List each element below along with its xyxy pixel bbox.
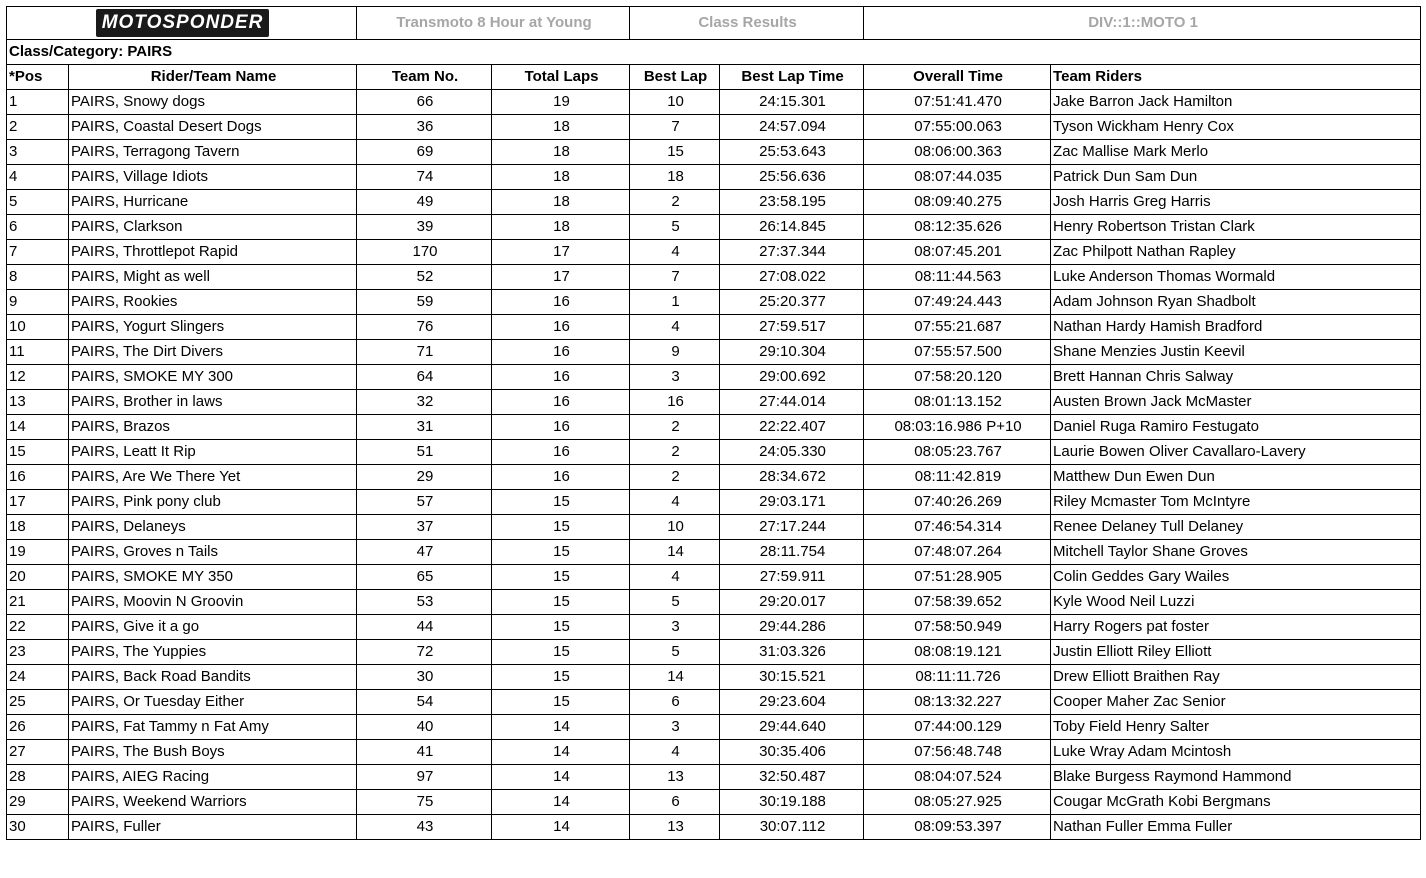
team-riders-cell: Brett Hannan Chris Salway [1051, 365, 1421, 390]
best-lap-time-cell: 27:37.344 [720, 240, 864, 265]
col-header-pos: *Pos [7, 65, 69, 90]
best-lap-cell: 16 [630, 390, 720, 415]
best-lap-time-cell: 25:53.643 [720, 140, 864, 165]
pos-cell: 9 [7, 290, 69, 315]
best-lap-cell: 14 [630, 540, 720, 565]
table-row [7, 190, 1421, 215]
pos-cell: 15 [7, 440, 69, 465]
event-title: Transmoto 8 Hour at Young [357, 7, 630, 40]
overall-time-cell: 07:56:48.748 [864, 740, 1051, 765]
team-no-cell: 36 [357, 115, 492, 140]
best-lap-cell: 14 [630, 665, 720, 690]
overall-time-cell: 08:13:32.227 [864, 690, 1051, 715]
team-name-cell: PAIRS, Back Road Bandits [69, 665, 357, 690]
team-name-cell: PAIRS, The Bush Boys [69, 740, 357, 765]
total-laps-cell: 14 [492, 765, 630, 790]
team-riders-cell: Colin Geddes Gary Wailes [1051, 565, 1421, 590]
best-lap-time-cell: 29:23.604 [720, 690, 864, 715]
team-riders-cell: Tyson Wickham Henry Cox [1051, 115, 1421, 140]
total-laps-cell: 18 [492, 165, 630, 190]
team-name-cell: PAIRS, Weekend Warriors [69, 790, 357, 815]
total-laps-cell: 14 [492, 740, 630, 765]
total-laps-cell: 16 [492, 465, 630, 490]
team-riders-cell: Riley Mcmaster Tom McIntyre [1051, 490, 1421, 515]
team-name-cell: PAIRS, Coastal Desert Dogs [69, 115, 357, 140]
total-laps-cell: 17 [492, 240, 630, 265]
table-row [7, 365, 1421, 390]
overall-time-cell: 08:05:23.767 [864, 440, 1051, 465]
team-no-cell: 44 [357, 615, 492, 640]
team-riders-cell: Shane Menzies Justin Keevil [1051, 340, 1421, 365]
team-riders-cell: Harry Rogers pat foster [1051, 615, 1421, 640]
overall-time-cell: 07:55:21.687 [864, 315, 1051, 340]
overall-time-cell: 08:11:44.563 [864, 265, 1051, 290]
best-lap-time-cell: 24:15.301 [720, 90, 864, 115]
overall-time-cell: 07:40:26.269 [864, 490, 1051, 515]
overall-time-cell: 07:51:28.905 [864, 565, 1051, 590]
overall-time-cell: 08:11:42.819 [864, 465, 1051, 490]
best-lap-cell: 10 [630, 90, 720, 115]
team-riders-cell: Adam Johnson Ryan Shadbolt [1051, 290, 1421, 315]
team-no-cell: 65 [357, 565, 492, 590]
total-laps-cell: 15 [492, 690, 630, 715]
best-lap-time-cell: 24:57.094 [720, 115, 864, 140]
pos-cell: 8 [7, 265, 69, 290]
pos-cell: 16 [7, 465, 69, 490]
team-name-cell: PAIRS, Rookies [69, 290, 357, 315]
team-name-cell: PAIRS, Groves n Tails [69, 540, 357, 565]
overall-time-cell: 08:06:00.363 [864, 140, 1051, 165]
team-name-cell: PAIRS, Terragong Tavern [69, 140, 357, 165]
total-laps-cell: 18 [492, 140, 630, 165]
team-no-cell: 32 [357, 390, 492, 415]
pos-cell: 1 [7, 90, 69, 115]
pos-cell: 19 [7, 540, 69, 565]
pos-cell: 23 [7, 640, 69, 665]
best-lap-cell: 3 [630, 715, 720, 740]
pos-cell: 20 [7, 565, 69, 590]
table-row [7, 740, 1421, 765]
best-lap-cell: 15 [630, 140, 720, 165]
team-name-cell: PAIRS, Village Idiots [69, 165, 357, 190]
team-riders-cell: Luke Anderson Thomas Wormald [1051, 265, 1421, 290]
total-laps-cell: 19 [492, 90, 630, 115]
team-no-cell: 69 [357, 140, 492, 165]
table-row [7, 665, 1421, 690]
overall-time-cell: 07:55:57.500 [864, 340, 1051, 365]
team-no-cell: 54 [357, 690, 492, 715]
team-riders-cell: Zac Philpott Nathan Rapley [1051, 240, 1421, 265]
team-no-cell: 39 [357, 215, 492, 240]
pos-cell: 7 [7, 240, 69, 265]
team-name-cell: PAIRS, Pink pony club [69, 490, 357, 515]
team-riders-cell: Kyle Wood Neil Luzzi [1051, 590, 1421, 615]
best-lap-cell: 4 [630, 240, 720, 265]
team-name-cell: PAIRS, Are We There Yet [69, 465, 357, 490]
best-lap-cell: 4 [630, 315, 720, 340]
best-lap-time-cell: 32:50.487 [720, 765, 864, 790]
team-riders-cell: Josh Harris Greg Harris [1051, 190, 1421, 215]
total-laps-cell: 16 [492, 340, 630, 365]
table-row [7, 90, 1421, 115]
pos-cell: 18 [7, 515, 69, 540]
team-name-cell: PAIRS, Hurricane [69, 190, 357, 215]
best-lap-cell: 7 [630, 265, 720, 290]
results-sheet [6, 6, 1420, 840]
team-no-cell: 97 [357, 765, 492, 790]
best-lap-cell: 5 [630, 640, 720, 665]
overall-time-cell: 07:46:54.314 [864, 515, 1051, 540]
team-riders-cell: Cougar McGrath Kobi Bergmans [1051, 790, 1421, 815]
pos-cell: 22 [7, 615, 69, 640]
pos-cell: 2 [7, 115, 69, 140]
overall-time-cell: 08:03:16.986 P+10 [864, 415, 1051, 440]
team-riders-cell: Jake Barron Jack Hamilton [1051, 90, 1421, 115]
team-name-cell: PAIRS, Brother in laws [69, 390, 357, 415]
best-lap-cell: 13 [630, 765, 720, 790]
team-riders-cell: Nathan Fuller Emma Fuller [1051, 815, 1421, 840]
table-row [7, 240, 1421, 265]
best-lap-time-cell: 27:59.517 [720, 315, 864, 340]
team-no-cell: 31 [357, 415, 492, 440]
table-row [7, 390, 1421, 415]
team-no-cell: 37 [357, 515, 492, 540]
best-lap-time-cell: 29:00.692 [720, 365, 864, 390]
team-name-cell: PAIRS, Might as well [69, 265, 357, 290]
team-no-cell: 29 [357, 465, 492, 490]
team-name-cell: PAIRS, Delaneys [69, 515, 357, 540]
total-laps-cell: 16 [492, 440, 630, 465]
pos-cell: 11 [7, 340, 69, 365]
pos-cell: 28 [7, 765, 69, 790]
team-riders-cell: Drew Elliott Braithen Ray [1051, 665, 1421, 690]
results-rows [7, 90, 1421, 840]
team-name-cell: PAIRS, The Yuppies [69, 640, 357, 665]
pos-cell: 26 [7, 715, 69, 740]
team-name-cell: PAIRS, Snowy dogs [69, 90, 357, 115]
overall-time-cell: 07:51:41.470 [864, 90, 1051, 115]
team-name-cell: PAIRS, Moovin N Groovin [69, 590, 357, 615]
table-row [7, 640, 1421, 665]
team-riders-cell: Henry Robertson Tristan Clark [1051, 215, 1421, 240]
table-row [7, 765, 1421, 790]
best-lap-cell: 9 [630, 340, 720, 365]
team-riders-cell: Austen Brown Jack McMaster [1051, 390, 1421, 415]
table-row [7, 265, 1421, 290]
best-lap-time-cell: 28:11.754 [720, 540, 864, 565]
table-row [7, 490, 1421, 515]
team-no-cell: 75 [357, 790, 492, 815]
table-row [7, 415, 1421, 440]
total-laps-cell: 17 [492, 265, 630, 290]
best-lap-cell: 2 [630, 415, 720, 440]
overall-time-cell: 07:55:00.063 [864, 115, 1051, 140]
total-laps-cell: 15 [492, 490, 630, 515]
team-riders-cell: Luke Wray Adam Mcintosh [1051, 740, 1421, 765]
total-laps-cell: 16 [492, 290, 630, 315]
team-riders-cell: Matthew Dun Ewen Dun [1051, 465, 1421, 490]
best-lap-cell: 6 [630, 690, 720, 715]
table-row [7, 815, 1421, 840]
report-title: Class Results [630, 7, 864, 40]
division-label: DIV::1::MOTO 1 [864, 7, 1421, 40]
table-row [7, 315, 1421, 340]
team-no-cell: 52 [357, 265, 492, 290]
table-row [7, 215, 1421, 240]
pos-cell: 21 [7, 590, 69, 615]
best-lap-cell: 6 [630, 790, 720, 815]
total-laps-cell: 15 [492, 540, 630, 565]
column-header-row [7, 65, 1421, 90]
team-no-cell: 74 [357, 165, 492, 190]
team-riders-cell: Renee Delaney Tull Delaney [1051, 515, 1421, 540]
total-laps-cell: 14 [492, 790, 630, 815]
overall-time-cell: 08:05:27.925 [864, 790, 1051, 815]
overall-time-cell: 08:04:07.524 [864, 765, 1051, 790]
overall-time-cell: 08:12:35.626 [864, 215, 1051, 240]
best-lap-time-cell: 28:34.672 [720, 465, 864, 490]
team-riders-cell: Laurie Bowen Oliver Cavallaro-Lavery [1051, 440, 1421, 465]
total-laps-cell: 16 [492, 365, 630, 390]
total-laps-cell: 16 [492, 315, 630, 340]
best-lap-time-cell: 29:44.286 [720, 615, 864, 640]
best-lap-cell: 2 [630, 440, 720, 465]
col-header-team-riders: Team Riders [1051, 65, 1421, 90]
pos-cell: 25 [7, 690, 69, 715]
team-riders-cell: Mitchell Taylor Shane Groves [1051, 540, 1421, 565]
best-lap-time-cell: 25:56.636 [720, 165, 864, 190]
best-lap-time-cell: 29:10.304 [720, 340, 864, 365]
col-header-best-lap: Best Lap [630, 65, 720, 90]
total-laps-cell: 18 [492, 115, 630, 140]
best-lap-time-cell: 30:19.188 [720, 790, 864, 815]
overall-time-cell: 08:08:19.121 [864, 640, 1051, 665]
team-no-cell: 40 [357, 715, 492, 740]
best-lap-time-cell: 27:44.014 [720, 390, 864, 415]
team-name-cell: PAIRS, Fat Tammy n Fat Amy [69, 715, 357, 740]
best-lap-time-cell: 29:44.640 [720, 715, 864, 740]
team-riders-cell: Cooper Maher Zac Senior [1051, 690, 1421, 715]
table-row [7, 440, 1421, 465]
total-laps-cell: 15 [492, 590, 630, 615]
best-lap-cell: 4 [630, 740, 720, 765]
team-name-cell: PAIRS, AIEG Racing [69, 765, 357, 790]
team-no-cell: 51 [357, 440, 492, 465]
total-laps-cell: 15 [492, 640, 630, 665]
col-header-team-name: Rider/Team Name [69, 65, 357, 90]
best-lap-cell: 5 [630, 215, 720, 240]
best-lap-cell: 3 [630, 615, 720, 640]
team-no-cell: 76 [357, 315, 492, 340]
overall-time-cell: 08:09:40.275 [864, 190, 1051, 215]
best-lap-time-cell: 31:03.326 [720, 640, 864, 665]
overall-time-cell: 08:09:53.397 [864, 815, 1051, 840]
team-riders-cell: Daniel Ruga Ramiro Festugato [1051, 415, 1421, 440]
table-row [7, 565, 1421, 590]
total-laps-cell: 15 [492, 615, 630, 640]
total-laps-cell: 15 [492, 565, 630, 590]
pos-cell: 10 [7, 315, 69, 340]
total-laps-cell: 14 [492, 815, 630, 840]
logo-cell [7, 7, 357, 40]
best-lap-cell: 10 [630, 515, 720, 540]
team-name-cell: PAIRS, Or Tuesday Either [69, 690, 357, 715]
overall-time-cell: 07:58:50.949 [864, 615, 1051, 640]
pos-cell: 14 [7, 415, 69, 440]
best-lap-time-cell: 27:17.244 [720, 515, 864, 540]
pos-cell: 3 [7, 140, 69, 165]
overall-time-cell: 07:44:00.129 [864, 715, 1051, 740]
best-lap-time-cell: 29:20.017 [720, 590, 864, 615]
col-header-overall-time: Overall Time [864, 65, 1051, 90]
table-row [7, 165, 1421, 190]
best-lap-cell: 13 [630, 815, 720, 840]
team-no-cell: 41 [357, 740, 492, 765]
team-name-cell: PAIRS, Leatt It Rip [69, 440, 357, 465]
team-no-cell: 49 [357, 190, 492, 215]
table-row [7, 340, 1421, 365]
team-riders-cell: Zac Mallise Mark Merlo [1051, 140, 1421, 165]
best-lap-cell: 4 [630, 565, 720, 590]
pos-cell: 30 [7, 815, 69, 840]
team-no-cell: 43 [357, 815, 492, 840]
team-no-cell: 72 [357, 640, 492, 665]
overall-time-cell: 08:11:11.726 [864, 665, 1051, 690]
best-lap-time-cell: 26:14.845 [720, 215, 864, 240]
team-name-cell: PAIRS, The Dirt Divers [69, 340, 357, 365]
team-riders-cell: Patrick Dun Sam Dun [1051, 165, 1421, 190]
results-table [6, 6, 1421, 840]
category-row [7, 40, 1421, 65]
team-riders-cell: Nathan Hardy Hamish Bradford [1051, 315, 1421, 340]
overall-time-cell: 08:01:13.152 [864, 390, 1051, 415]
overall-time-cell: 08:07:44.035 [864, 165, 1051, 190]
pos-cell: 29 [7, 790, 69, 815]
overall-time-cell: 07:48:07.264 [864, 540, 1051, 565]
best-lap-time-cell: 22:22.407 [720, 415, 864, 440]
team-riders-cell: Blake Burgess Raymond Hammond [1051, 765, 1421, 790]
team-no-cell: 47 [357, 540, 492, 565]
total-laps-cell: 16 [492, 415, 630, 440]
team-name-cell: PAIRS, Give it a go [69, 615, 357, 640]
pos-cell: 24 [7, 665, 69, 690]
best-lap-time-cell: 24:05.330 [720, 440, 864, 465]
total-laps-cell: 15 [492, 665, 630, 690]
motosponder-logo: MOTOSPONDER [96, 9, 270, 37]
best-lap-cell: 18 [630, 165, 720, 190]
pos-cell: 5 [7, 190, 69, 215]
table-row [7, 115, 1421, 140]
total-laps-cell: 16 [492, 390, 630, 415]
pos-cell: 6 [7, 215, 69, 240]
table-row [7, 790, 1421, 815]
table-row [7, 540, 1421, 565]
pos-cell: 12 [7, 365, 69, 390]
table-row [7, 690, 1421, 715]
team-name-cell: PAIRS, Fuller [69, 815, 357, 840]
col-header-team-no: Team No. [357, 65, 492, 90]
team-no-cell: 170 [357, 240, 492, 265]
team-riders-cell: Toby Field Henry Salter [1051, 715, 1421, 740]
team-no-cell: 53 [357, 590, 492, 615]
best-lap-time-cell: 27:59.911 [720, 565, 864, 590]
best-lap-time-cell: 23:58.195 [720, 190, 864, 215]
best-lap-cell: 1 [630, 290, 720, 315]
team-name-cell: PAIRS, Clarkson [69, 215, 357, 240]
overall-time-cell: 08:07:45.201 [864, 240, 1051, 265]
table-row [7, 515, 1421, 540]
category-label: Class/Category: PAIRS [7, 40, 1421, 65]
best-lap-cell: 2 [630, 465, 720, 490]
table-row [7, 615, 1421, 640]
team-no-cell: 59 [357, 290, 492, 315]
pos-cell: 13 [7, 390, 69, 415]
team-no-cell: 30 [357, 665, 492, 690]
table-row [7, 715, 1421, 740]
col-header-total-laps: Total Laps [492, 65, 630, 90]
best-lap-cell: 7 [630, 115, 720, 140]
total-laps-cell: 15 [492, 515, 630, 540]
team-name-cell: PAIRS, Yogurt Slingers [69, 315, 357, 340]
best-lap-cell: 3 [630, 365, 720, 390]
table-row [7, 140, 1421, 165]
col-header-best-lap-time: Best Lap Time [720, 65, 864, 90]
team-no-cell: 57 [357, 490, 492, 515]
pos-cell: 4 [7, 165, 69, 190]
best-lap-time-cell: 27:08.022 [720, 265, 864, 290]
best-lap-time-cell: 30:35.406 [720, 740, 864, 765]
overall-time-cell: 07:58:39.652 [864, 590, 1051, 615]
total-laps-cell: 18 [492, 215, 630, 240]
total-laps-cell: 18 [492, 190, 630, 215]
team-no-cell: 66 [357, 90, 492, 115]
overall-time-cell: 07:49:24.443 [864, 290, 1051, 315]
report-header-row [7, 7, 1421, 40]
total-laps-cell: 14 [492, 715, 630, 740]
best-lap-cell: 2 [630, 190, 720, 215]
best-lap-time-cell: 29:03.171 [720, 490, 864, 515]
best-lap-time-cell: 30:15.521 [720, 665, 864, 690]
team-no-cell: 71 [357, 340, 492, 365]
best-lap-cell: 5 [630, 590, 720, 615]
table-row [7, 290, 1421, 315]
team-name-cell: PAIRS, Brazos [69, 415, 357, 440]
team-riders-cell: Justin Elliott Riley Elliott [1051, 640, 1421, 665]
team-name-cell: PAIRS, Throttlepot Rapid [69, 240, 357, 265]
team-name-cell: PAIRS, SMOKE MY 300 [69, 365, 357, 390]
pos-cell: 17 [7, 490, 69, 515]
best-lap-time-cell: 30:07.112 [720, 815, 864, 840]
table-row [7, 465, 1421, 490]
best-lap-time-cell: 25:20.377 [720, 290, 864, 315]
best-lap-cell: 4 [630, 490, 720, 515]
pos-cell: 27 [7, 740, 69, 765]
team-name-cell: PAIRS, SMOKE MY 350 [69, 565, 357, 590]
table-row [7, 590, 1421, 615]
overall-time-cell: 07:58:20.120 [864, 365, 1051, 390]
team-no-cell: 64 [357, 365, 492, 390]
